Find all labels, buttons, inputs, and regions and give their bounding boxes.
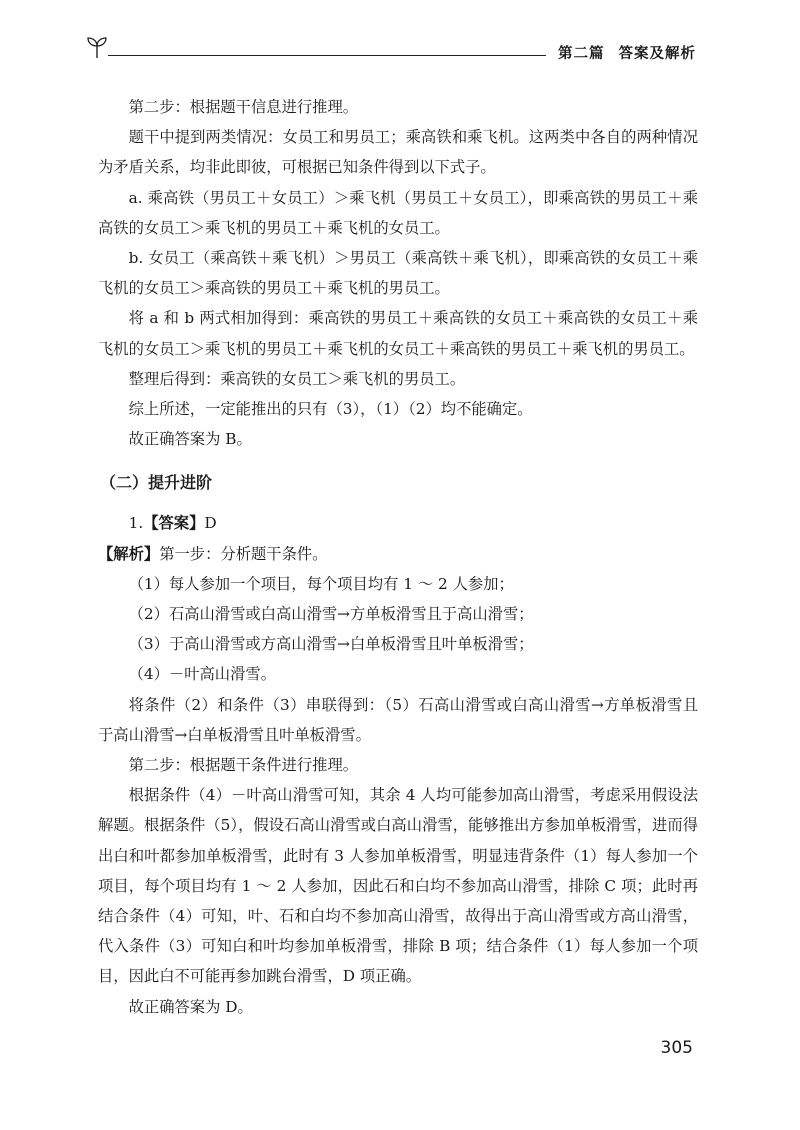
simplified-result: 整理后得到：乘高铁的女员工＞乘飞机的男员工。 (128, 369, 466, 388)
answer-value: D (204, 514, 217, 533)
formula-sum: 将 a 和 b 两式相加得到：乘高铁的男员工＋乘高铁的女员工＋乘高铁的女员工＋乘飞机的女员工＞乘飞机的男员工＋乘飞机的女员工＋乘高铁的男员工＋乘飞机的男员工。 (98, 309, 698, 358)
header-rule (108, 55, 546, 56)
analysis-tag: 【解析】 (98, 544, 160, 563)
chain-condition: 将条件（2）和条件（3）串联得到：（5）石高山滑雪或白高山滑雪→方单板滑雪且于高山滑雪→白单板滑雪且叶单板滑雪。 (98, 695, 698, 744)
analysis-step1 (98, 539, 698, 569)
sprout-icon (86, 36, 108, 60)
analysis-step1-text: 第一步：分析题干条件。 (159, 544, 328, 563)
answer-tag: 【答案】 (143, 514, 205, 533)
condition-1: （1）每人参加一个项目，每个项目均有 1 ～ 2 人参加； (128, 574, 514, 593)
condition-4: （4）－叶高山滑雪。 (128, 665, 276, 684)
formula-b: b. 女员工（乘高铁＋乘飞机）＞男员工（乘高铁＋乘飞机），即乘高铁的女员工＋乘飞机的女员工＞乘高铁的男员工＋乘飞机的男员工。 (98, 249, 698, 298)
condition-2: （2）石高山滑雪或白高山滑雪→方单板滑雪且于高山滑雪； (128, 605, 534, 624)
page-content (98, 92, 698, 1022)
header-part: 第二篇 (558, 46, 605, 62)
analysis-step2: 第二步：根据题干条件进行推理。 (128, 756, 359, 775)
condition-3: （3）于高山滑雪或方高山滑雪→白单板滑雪且叶单板滑雪； (128, 635, 534, 654)
step2-heading: 第二步：根据题干信息进行推理。 (128, 98, 359, 116)
header-section-title: 答案及解析 (618, 46, 696, 62)
paragraph-two-categories: 题干中提到两类情况：女员工和男员工；乘高铁和乘飞机。这两类中各自的两种情况为矛盾关系，均非此即彼，可根据已知条件得到以下式子。 (98, 128, 698, 177)
question-number: 1. (128, 514, 144, 533)
question-answer (98, 508, 698, 538)
page-number: 305 (660, 1038, 693, 1058)
header-title (558, 42, 696, 63)
answer-line: 故正确答案为 B。 (128, 430, 252, 449)
page-header (86, 36, 696, 66)
summary: 综上所述，一定能推出的只有（3），（1）（2）均不能确定。 (128, 400, 533, 419)
conclusion: 故正确答案为 D。 (128, 997, 253, 1016)
formula-a: a. 乘高铁（男员工＋女员工）＞乘飞机（男员工＋女员工），即乘高铁的男员工＋乘高铁的女员工＞乘飞机的男员工＋乘飞机的女员工。 (98, 188, 698, 237)
reasoning-paragraph: 根据条件（4）－叶高山滑雪可知，其余 4 人均可能参加高山滑雪，考虑采用假设法解题。根据条件（5），假设石高山滑雪或白高山滑雪，能够推出方参加单板滑雪，进而得出白和叶都参加单板滑雪，此时有 3 人参加单板滑雪，明显违背条件（1）每人参加一个项目，每个项目均有 1 ～ 2 人参加，因此石和白均不参加高山滑雪，排除 C 项；此时再结合条件（4）可知，叶、石和白均不参加高山滑雪，故得出于高山滑雪或方高山滑雪，代入条件（3）可知白和叶均参加单板滑雪，排除 B 项；结合条件（1）每人参加一个项目，因此白不可能再参加跳台滑雪，D 项正确。 (98, 786, 698, 986)
section-title: （二）提升进阶 (100, 473, 213, 493)
